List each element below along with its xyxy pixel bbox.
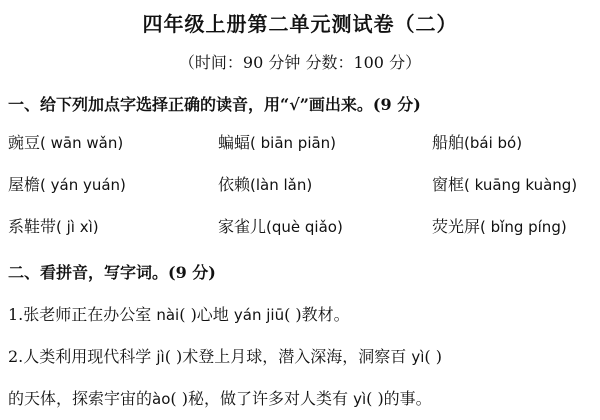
item-word: 系鞋带 bbox=[8, 217, 57, 236]
answer-blank[interactable]: ( )秘，做了许多对人类有 bbox=[170, 389, 354, 408]
item-word: 屋檐 bbox=[8, 175, 41, 194]
item-word: 豌豆 bbox=[8, 133, 41, 152]
item-word: 蝙蝠 bbox=[218, 133, 251, 152]
item-pinyin: ( yán yuán) bbox=[40, 176, 126, 194]
page-title: 四年级上册第二单元测试卷（二） bbox=[142, 12, 458, 36]
answer-blank[interactable]: ( ) bbox=[424, 347, 442, 366]
section1-heading: 一、给下列加点字选择正确的读音，用“√”画出来。(9 分) bbox=[8, 95, 421, 114]
item-word: 家雀儿 bbox=[218, 217, 267, 236]
item-word: 依赖 bbox=[218, 175, 251, 194]
pinyin-item bbox=[8, 172, 126, 195]
item-pinyin: ( biān piān) bbox=[250, 134, 337, 152]
item-word: 荧光屏 bbox=[432, 217, 481, 236]
exam-meta: （时间：90 分钟 分数：100 分） bbox=[178, 53, 422, 72]
item-pinyin: (làn lǎn) bbox=[250, 176, 313, 194]
q-text: 的天体，探索宇宙的 bbox=[8, 389, 153, 408]
pinyin-item bbox=[218, 214, 343, 237]
item-pinyin: (què qiǎo) bbox=[266, 218, 343, 236]
q-pinyin: yán jiū bbox=[233, 306, 285, 324]
pinyin-item bbox=[8, 130, 123, 153]
item-word: 船舶 bbox=[432, 133, 465, 152]
answer-blank[interactable]: ( )的事。 bbox=[366, 389, 432, 408]
pinyin-item bbox=[432, 130, 522, 153]
q-pinyin: nài bbox=[156, 306, 180, 324]
item-pinyin: (bái bó) bbox=[464, 134, 523, 152]
question-line-2 bbox=[8, 344, 442, 367]
item-pinyin: ( kuāng kuàng) bbox=[464, 176, 578, 194]
answer-blank[interactable]: ( )术登上月球，潜入深海，洞察百 bbox=[164, 347, 412, 366]
q-text: 1.张老师正在办公室 bbox=[8, 305, 157, 324]
pinyin-item bbox=[218, 172, 312, 195]
q-pinyin: yì bbox=[411, 348, 425, 366]
section2-heading: 二、看拼音，写字词。(9 分) bbox=[8, 263, 216, 282]
item-pinyin: ( jì xì) bbox=[56, 218, 99, 236]
answer-blank[interactable]: ( )教材。 bbox=[284, 305, 350, 324]
pinyin-item bbox=[432, 172, 577, 195]
q-pinyin: yì bbox=[353, 390, 367, 408]
pinyin-item bbox=[8, 214, 99, 237]
pinyin-item bbox=[432, 214, 567, 237]
q-pinyin: ào bbox=[152, 390, 171, 408]
answer-blank[interactable]: ( )心地 bbox=[179, 305, 234, 324]
item-pinyin: ( bǐng píng) bbox=[480, 218, 567, 236]
pinyin-item bbox=[218, 130, 336, 153]
question-line-3 bbox=[8, 386, 432, 409]
q-text: 2.人类利用现代科学 bbox=[8, 347, 157, 366]
item-pinyin: ( wān wǎn) bbox=[40, 134, 124, 152]
question-line-1 bbox=[8, 302, 350, 325]
q-pinyin: jì bbox=[156, 348, 165, 366]
item-word: 窗框 bbox=[432, 175, 465, 194]
